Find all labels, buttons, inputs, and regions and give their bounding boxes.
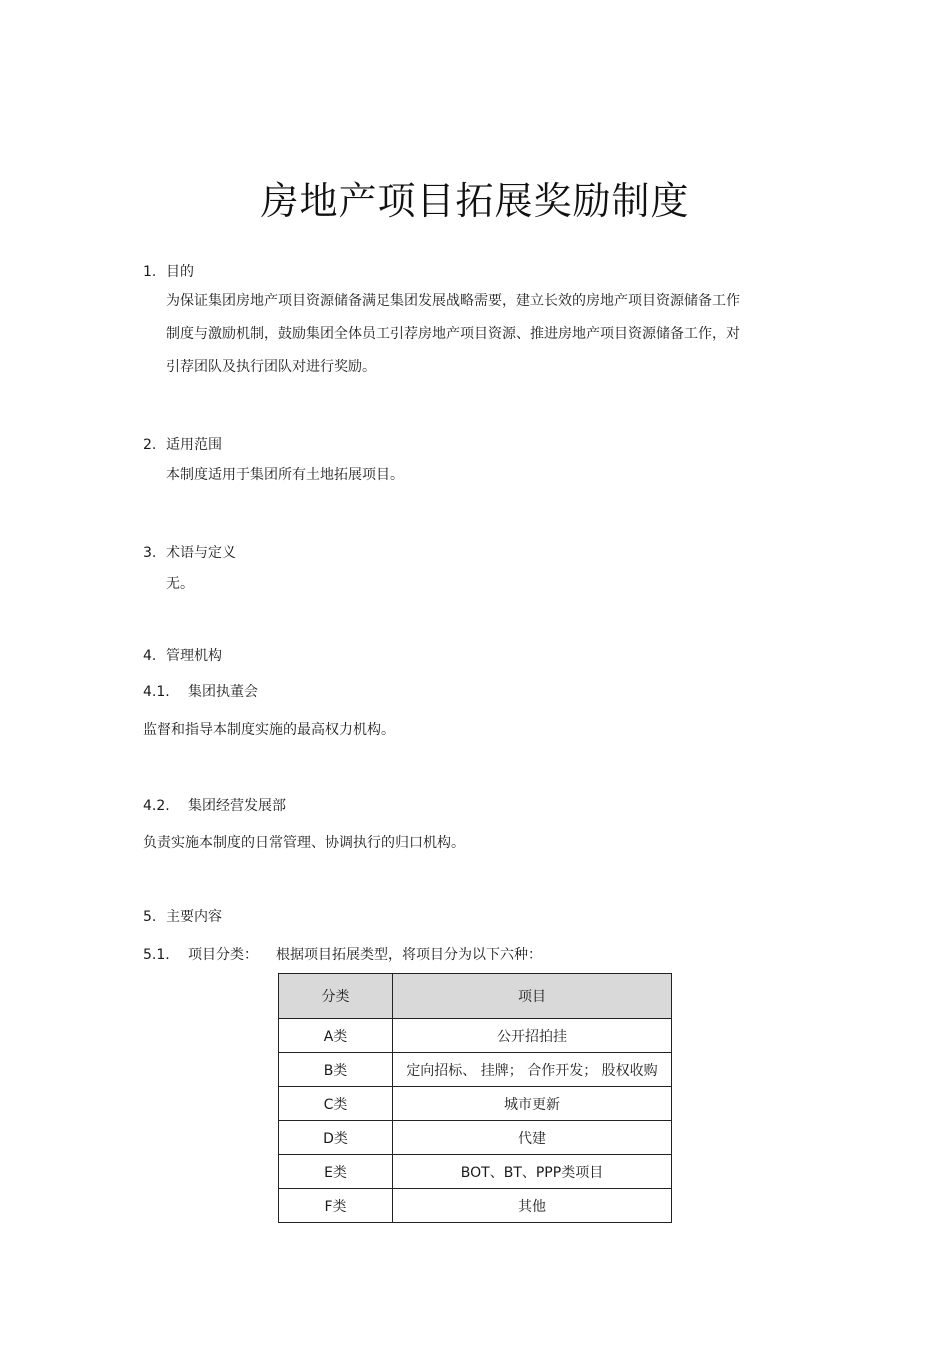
table-cell-project: 代建 [393, 1121, 672, 1155]
table-cell-category: C类 [279, 1087, 393, 1121]
table-header-row [279, 974, 672, 1019]
section-4-1-title: 集团执董会 [188, 684, 258, 700]
section-4-2-title: 集团经营发展部 [188, 798, 286, 814]
section-3-body: 无。 [166, 576, 194, 592]
section-5-1-text: 根据项目拓展类型，将项目分为以下六种： [276, 947, 542, 963]
section-2-heading [143, 436, 222, 454]
section-4-heading [143, 647, 222, 665]
table-row [279, 1087, 672, 1121]
section-1-title: 目的 [166, 264, 194, 280]
project-classification-table [278, 973, 672, 1223]
section-4-1-heading [143, 683, 258, 701]
section-1-body: 为保证集团房地产项目资源储备满足集团发展战略需要，建立长效的房地产项目资源储备工作制度与激励机制，鼓励集团全体员工引荐房地产项目资源、推进房地产项目资源储备工作，对引荐团队及执行团队对进行奖励。 [166, 293, 740, 375]
section-4-2-number: 4.2. [143, 798, 170, 814]
table-cell-category: A类 [279, 1019, 393, 1053]
section-5-heading [143, 908, 222, 926]
section-5-1-heading [143, 946, 542, 964]
table-cell-category: D类 [279, 1121, 393, 1155]
section-3-number: 3. [143, 545, 157, 561]
section-4-title: 管理机构 [166, 648, 222, 664]
table-header-category: 分类 [279, 974, 393, 1019]
section-4-1-number: 4.1. [143, 684, 170, 700]
table-header-project: 项目 [393, 974, 672, 1019]
section-2-number: 2. [143, 437, 157, 453]
section-1-number: 1. [143, 264, 157, 280]
section-4-1-body: 监督和指导本制度实施的最高权力机构。 [143, 722, 395, 738]
section-5-1-number: 5.1. [143, 947, 170, 963]
table-cell-project: 公开招拍挂 [393, 1019, 672, 1053]
table-cell-project: 城市更新 [393, 1087, 672, 1121]
section-4-2-body: 负责实施本制度的日常管理、协调执行的归口机构。 [143, 835, 465, 851]
table-row [279, 1121, 672, 1155]
section-5-number: 5. [143, 909, 157, 925]
table-cell-category: E类 [279, 1155, 393, 1189]
section-2-title: 适用范围 [166, 437, 222, 453]
section-5-title: 主要内容 [166, 909, 222, 925]
document-title: 房地产项目拓展奖励制度 [260, 179, 690, 223]
table-row [279, 1053, 672, 1087]
section-4-number: 4. [143, 648, 157, 664]
section-3-heading [143, 544, 236, 562]
table-row [279, 1019, 672, 1053]
section-1-heading [143, 263, 194, 281]
table-cell-project: 定向招标、 挂牌； 合作开发； 股权收购 [393, 1053, 672, 1087]
table-row [279, 1189, 672, 1223]
section-5-1-title: 项目分类： [188, 947, 258, 963]
section-2-body: 本制度适用于集团所有土地拓展项目。 [166, 467, 404, 483]
section-4-2-heading [143, 797, 286, 815]
table-cell-project: 其他 [393, 1189, 672, 1223]
table-cell-category: F类 [279, 1189, 393, 1223]
table-cell-category: B类 [279, 1053, 393, 1087]
section-3-title: 术语与定义 [166, 545, 236, 561]
table-cell-project: BOT、BT、PPP类项目 [393, 1155, 672, 1189]
table-row [279, 1155, 672, 1189]
